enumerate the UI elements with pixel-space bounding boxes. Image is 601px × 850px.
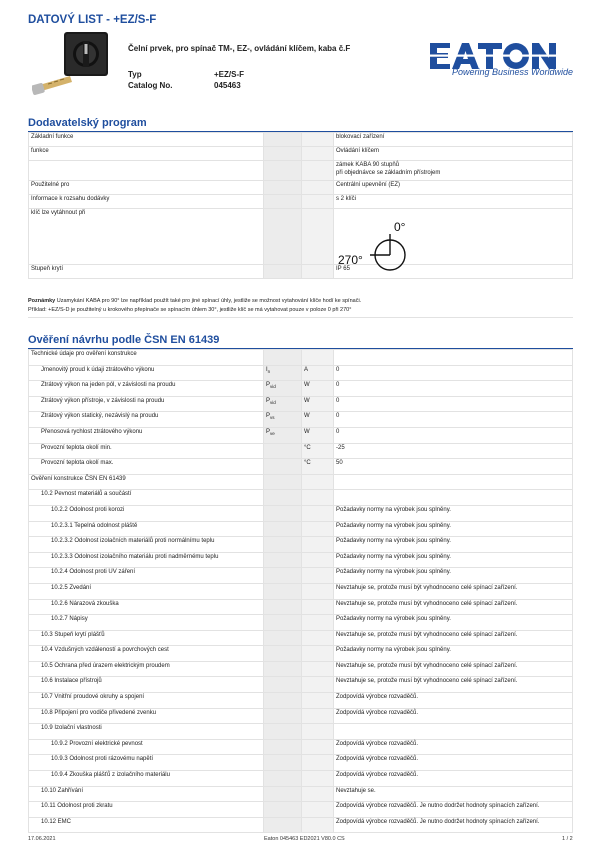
symbol-letter: P bbox=[266, 413, 271, 420]
row-label: Ztrátový výkon přístroje, v závislosti na proudu bbox=[29, 396, 264, 412]
row-unit bbox=[302, 724, 334, 740]
row-unit bbox=[302, 615, 334, 631]
row-value: Zodpovídá výrobce rozvaděčů. bbox=[334, 755, 573, 771]
row-unit bbox=[302, 646, 334, 662]
row-label: 10.5 Ochrana před úrazem elektrickým proudem bbox=[29, 661, 264, 677]
row-label: 10.7 Vnitřní proudové okruhy a spojení bbox=[29, 693, 264, 709]
row-symbol bbox=[264, 521, 302, 537]
row-label: Ztrátový výkon statický, nezávislý na proudu bbox=[29, 412, 264, 428]
row-label: Ověření konstrukce ČSN EN 61439 bbox=[29, 474, 264, 490]
table-row bbox=[29, 615, 573, 631]
row-unit: W bbox=[302, 412, 334, 428]
type-label: Typ bbox=[128, 70, 142, 79]
catalog-value: 045463 bbox=[214, 81, 241, 90]
row-value bbox=[334, 724, 573, 740]
row-unit: °C bbox=[302, 459, 334, 475]
row-unit: °C bbox=[302, 443, 334, 459]
row-label: 10.2.4 Odolnost proti UV záření bbox=[29, 568, 264, 584]
table-row bbox=[29, 646, 573, 662]
row-value: Zodpovídá výrobce rozvaděčů. Je nutno dodržet hodnoty spínacích zařízení. bbox=[334, 817, 573, 833]
row-value: Zodpovídá výrobce rozvaděčů. bbox=[334, 771, 573, 787]
row-label: Informace k rozsahu dodávky bbox=[29, 195, 264, 209]
row-value: Centrální upevnění (EZ) bbox=[334, 181, 573, 195]
row-label: funkce bbox=[29, 147, 264, 161]
row-value: 0 bbox=[334, 365, 573, 381]
row-unit bbox=[302, 537, 334, 553]
row-symbol bbox=[264, 615, 302, 631]
row-unit bbox=[302, 817, 334, 833]
symbol-letter: P bbox=[266, 382, 271, 389]
row-value: Zodpovídá výrobce rozvaděčů. bbox=[334, 693, 573, 709]
row-label bbox=[29, 161, 264, 181]
row-value: Nevztahuje se, protože musí být vyhodnoceno celé spínací zařízení. bbox=[334, 599, 573, 615]
row-unit bbox=[302, 147, 334, 161]
row-symbol bbox=[264, 583, 302, 599]
row-label: 10.2.3.3 Odolnost izolačního materiálu proti nadměrnému teplu bbox=[29, 552, 264, 568]
catalog-label: Catalog No. bbox=[128, 81, 173, 90]
key-angle-left: 270° bbox=[338, 253, 363, 267]
brand-tagline: Powering Business Worldwide bbox=[452, 67, 574, 77]
key-position-diagram bbox=[334, 214, 414, 274]
row-unit bbox=[302, 209, 334, 265]
verification-table bbox=[28, 349, 573, 833]
row-unit bbox=[302, 568, 334, 584]
key-angle-top: 0° bbox=[394, 220, 406, 234]
row-label: 10.2 Pevnost materiálů a součástí bbox=[29, 490, 264, 506]
row-label: 10.4 Vzdušných vzdáleností a povrchových cest bbox=[29, 646, 264, 662]
row-unit: W bbox=[302, 427, 334, 443]
row-label: Ztrátový výkon na jeden pól, v závislosti na proudu bbox=[29, 381, 264, 397]
supplier-table bbox=[28, 132, 573, 279]
section-title-verification: Ověření návrhu podle ČSN EN 61439 bbox=[28, 334, 220, 346]
table-row bbox=[29, 786, 573, 802]
row-label: Technické údaje pro ověření konstrukce bbox=[29, 350, 264, 366]
row-value: Požadavky normy na výrobek jsou splněny. bbox=[334, 615, 573, 631]
row-value: blokovací zařízení bbox=[334, 133, 573, 147]
row-value: Nevztahuje se. bbox=[334, 786, 573, 802]
symbol-subscript: n bbox=[267, 368, 271, 374]
row-symbol bbox=[264, 630, 302, 646]
row-symbol bbox=[264, 693, 302, 709]
table-row bbox=[29, 350, 573, 366]
row-value: Požadavky normy na výrobek jsou splněny. bbox=[334, 521, 573, 537]
row-symbol bbox=[264, 474, 302, 490]
table-row bbox=[29, 599, 573, 615]
symbol-subscript: ve bbox=[270, 431, 275, 437]
table-row bbox=[29, 490, 573, 506]
table-row bbox=[29, 817, 573, 833]
row-label: 10.9.3 Odolnost proti rázovému napětí bbox=[29, 755, 264, 771]
table-row bbox=[29, 381, 573, 397]
row-unit bbox=[302, 771, 334, 787]
row-symbol bbox=[264, 443, 302, 459]
table-row bbox=[29, 802, 573, 818]
row-value: Nevztahuje se, protože musí být vyhodnoceno celé spínací zařízení. bbox=[334, 661, 573, 677]
product-description: Čelní prvek, pro spínač TM-, EZ-, ovládání klíčem, kaba č.F bbox=[128, 44, 351, 53]
row-label: 10.11 Odolnost proti zkratu bbox=[29, 802, 264, 818]
row-value: Nevztahuje se, protože musí být vyhodnoceno celé spínací zařízení. bbox=[334, 630, 573, 646]
row-symbol bbox=[264, 661, 302, 677]
row-unit bbox=[302, 490, 334, 506]
row-symbol bbox=[264, 552, 302, 568]
row-symbol bbox=[264, 537, 302, 553]
row-label: Použitelné pro bbox=[29, 181, 264, 195]
row-unit bbox=[302, 755, 334, 771]
table-row bbox=[29, 677, 573, 693]
row-symbol bbox=[264, 147, 302, 161]
row-unit: W bbox=[302, 381, 334, 397]
table-row bbox=[29, 365, 573, 381]
row-symbol bbox=[264, 802, 302, 818]
row-symbol bbox=[264, 755, 302, 771]
row-unit bbox=[302, 677, 334, 693]
row-value: Požadavky normy na výrobek jsou splněny. bbox=[334, 568, 573, 584]
row-value: Požadavky normy na výrobek jsou splněny. bbox=[334, 646, 573, 662]
row-symbol bbox=[264, 459, 302, 475]
row-unit bbox=[302, 521, 334, 537]
row-symbol bbox=[264, 786, 302, 802]
row-symbol bbox=[264, 599, 302, 615]
symbol-subscript: vid bbox=[270, 384, 276, 390]
symbol-subscript: vs bbox=[270, 415, 275, 421]
symbol-letter: P bbox=[266, 428, 271, 435]
table-row bbox=[29, 755, 573, 771]
table-row bbox=[29, 209, 573, 265]
row-unit bbox=[302, 474, 334, 490]
row-label: 10.9 Izolační vlastnosti bbox=[29, 724, 264, 740]
row-symbol bbox=[264, 708, 302, 724]
row-unit bbox=[302, 161, 334, 181]
row-value: 0 bbox=[334, 396, 573, 412]
row-symbol bbox=[264, 181, 302, 195]
row-symbol bbox=[264, 505, 302, 521]
row-symbol bbox=[264, 396, 302, 412]
row-value: Požadavky normy na výrobek jsou splněny. bbox=[334, 537, 573, 553]
row-value: Požadavky normy na výrobek jsou splněny. bbox=[334, 505, 573, 521]
row-value: Nevztahuje se, protože musí být vyhodnoceno celé spínací zařízení. bbox=[334, 677, 573, 693]
table-row bbox=[29, 265, 573, 279]
row-unit bbox=[302, 802, 334, 818]
table-row bbox=[29, 195, 573, 209]
table-row bbox=[29, 537, 573, 553]
row-value: Zodpovídá výrobce rozvaděčů. bbox=[334, 708, 573, 724]
type-value: +EZ/S-F bbox=[214, 70, 245, 79]
row-label: 10.3 Stupeň krytí plášťů bbox=[29, 630, 264, 646]
row-label: 10.6 Instalace přístrojů bbox=[29, 677, 264, 693]
row-unit bbox=[302, 350, 334, 366]
row-label: Jmenovitý proud k údaji ztrátového výkonu bbox=[29, 365, 264, 381]
table-row bbox=[29, 147, 573, 161]
row-value: IP 65 bbox=[334, 265, 573, 279]
table-row bbox=[29, 739, 573, 755]
row-label: Přenosová rychlost ztrátového výkonu bbox=[29, 427, 264, 443]
row-label: Provozní teplota okolí min. bbox=[29, 443, 264, 459]
row-value: s 2 klíči bbox=[334, 195, 573, 209]
row-value bbox=[334, 474, 573, 490]
symbol-letter: I bbox=[266, 366, 268, 373]
row-symbol bbox=[264, 365, 302, 381]
row-label: 10.2.2 Odolnost proti korozi bbox=[29, 505, 264, 521]
row-symbol bbox=[264, 195, 302, 209]
table-row bbox=[29, 181, 573, 195]
row-value: Ovládání klíčem bbox=[334, 147, 573, 161]
row-value: Nevztahuje se, protože musí být vyhodnoceno celé spínací zařízení. bbox=[334, 583, 573, 599]
row-value: Požadavky normy na výrobek jsou splněny. bbox=[334, 552, 573, 568]
row-symbol bbox=[264, 209, 302, 265]
row-symbol bbox=[264, 739, 302, 755]
row-unit bbox=[302, 265, 334, 279]
row-symbol bbox=[264, 381, 302, 397]
row-value: -25 bbox=[334, 443, 573, 459]
table-row bbox=[29, 161, 573, 181]
row-unit: A bbox=[302, 365, 334, 381]
row-label: 10.9.4 Zkouška plášťů z izolačního materiálu bbox=[29, 771, 264, 787]
row-unit bbox=[302, 708, 334, 724]
row-label: 10.9.2 Provozní elektrické pevnost bbox=[29, 739, 264, 755]
product-image bbox=[32, 32, 110, 98]
table-row bbox=[29, 521, 573, 537]
table-row bbox=[29, 412, 573, 428]
row-symbol bbox=[264, 412, 302, 428]
footer-page-number: 1 / 2 bbox=[562, 836, 573, 842]
row-label: 10.8 Připojení pro vodiče přivedené zvenku bbox=[29, 708, 264, 724]
note-line-1: Uzamykání KABA pro 90° lze například použít také pro jiné spínací úhly, jestliže se možnost vytahování klíče hodí ke spínači. bbox=[56, 298, 362, 304]
table-row bbox=[29, 693, 573, 709]
row-value bbox=[334, 350, 573, 366]
table-row bbox=[29, 708, 573, 724]
row-symbol bbox=[264, 817, 302, 833]
table-row bbox=[29, 568, 573, 584]
table-row bbox=[29, 583, 573, 599]
row-unit bbox=[302, 661, 334, 677]
row-unit bbox=[302, 693, 334, 709]
table-row bbox=[29, 459, 573, 475]
row-value: 0 bbox=[334, 381, 573, 397]
row-value: 0 bbox=[334, 412, 573, 428]
row-unit bbox=[302, 195, 334, 209]
table-row bbox=[29, 474, 573, 490]
footer-date: 17.06.2021 bbox=[28, 836, 56, 842]
row-unit bbox=[302, 552, 334, 568]
note-block bbox=[28, 297, 573, 318]
row-value: zámek KABA 90 stupňů při objednávce se základním přístrojem bbox=[334, 161, 573, 181]
row-label: 10.2.5 Zvedání bbox=[29, 583, 264, 599]
page-title: DATOVÝ LIST - +EZ/S-F bbox=[28, 14, 157, 26]
row-symbol bbox=[264, 771, 302, 787]
row-unit bbox=[302, 583, 334, 599]
row-symbol bbox=[264, 427, 302, 443]
row-symbol bbox=[264, 350, 302, 366]
row-label: 10.2.6 Nárazová zkouška bbox=[29, 599, 264, 615]
section-title-supplier: Dodavatelský program bbox=[28, 117, 147, 129]
row-unit bbox=[302, 181, 334, 195]
row-symbol bbox=[264, 724, 302, 740]
row-unit: W bbox=[302, 396, 334, 412]
table-row bbox=[29, 505, 573, 521]
row-unit bbox=[302, 786, 334, 802]
row-symbol bbox=[264, 490, 302, 506]
row-unit bbox=[302, 505, 334, 521]
row-value: 50 bbox=[334, 459, 573, 475]
row-symbol bbox=[264, 646, 302, 662]
row-unit bbox=[302, 133, 334, 147]
row-symbol bbox=[264, 133, 302, 147]
row-value: Zodpovídá výrobce rozvaděčů. Je nutno dodržet hodnoty spínacích zařízení. bbox=[334, 802, 573, 818]
row-symbol bbox=[264, 568, 302, 584]
row-value: Zodpovídá výrobce rozvaděčů. bbox=[334, 739, 573, 755]
product-meta bbox=[128, 70, 244, 92]
row-label: klíč lze vytáhnout při bbox=[29, 209, 264, 265]
footer-doc-id: Eaton 045463 ED2021 V80.0 CS bbox=[264, 836, 345, 842]
table-row bbox=[29, 443, 573, 459]
row-value: 0 bbox=[334, 427, 573, 443]
row-unit bbox=[302, 739, 334, 755]
row-label: 10.12 EMC bbox=[29, 817, 264, 833]
table-row bbox=[29, 133, 573, 147]
table-row bbox=[29, 661, 573, 677]
row-label: Provozní teplota okolí max. bbox=[29, 459, 264, 475]
row-label: Stupeň krytí bbox=[29, 265, 264, 279]
table-row bbox=[29, 427, 573, 443]
table-row bbox=[29, 724, 573, 740]
note-line-2: Příklad: +EZ/S-D je použitelný u krokového přepínače se spínacím úhlem 30°, jestliže klíč se má vytahovat pouze v poloze 0 při 270° bbox=[28, 307, 352, 313]
row-symbol bbox=[264, 265, 302, 279]
row-label: 10.2.7 Nápisy bbox=[29, 615, 264, 631]
table-row bbox=[29, 552, 573, 568]
note-heading: Poznámky bbox=[28, 298, 56, 304]
row-label: Základní funkce bbox=[29, 133, 264, 147]
row-symbol bbox=[264, 161, 302, 181]
row-symbol bbox=[264, 677, 302, 693]
row-unit bbox=[302, 599, 334, 615]
row-label: 10.2.3.1 Tepelná odolnost pláště bbox=[29, 521, 264, 537]
table-row bbox=[29, 771, 573, 787]
row-label: 10.2.3.2 Odolnost izolačních materiálů proti normálnímu teplu bbox=[29, 537, 264, 553]
table-row bbox=[29, 630, 573, 646]
symbol-subscript: vid bbox=[270, 399, 276, 405]
row-value bbox=[334, 490, 573, 506]
symbol-letter: P bbox=[266, 397, 271, 404]
row-unit bbox=[302, 630, 334, 646]
table-row bbox=[29, 396, 573, 412]
row-label: 10.10 Zahřívání bbox=[29, 786, 264, 802]
